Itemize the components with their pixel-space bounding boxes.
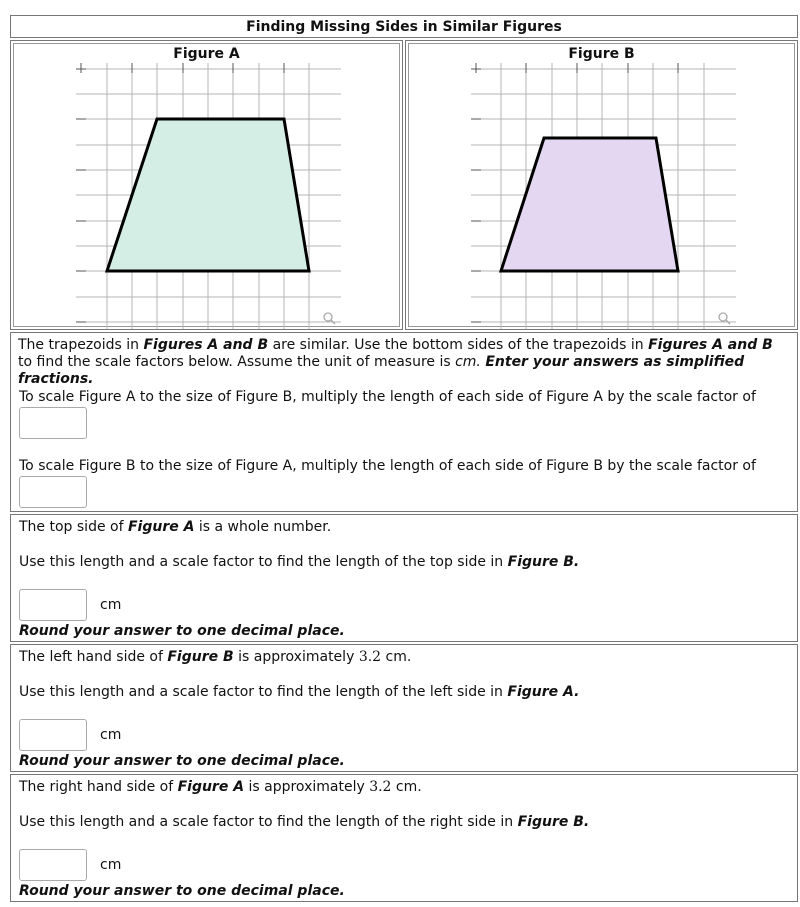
figure-a-panel bbox=[10, 40, 403, 330]
q5-line1: The right hand side of Figure A is approximately 3.2 cm. bbox=[19, 779, 422, 795]
q3-line1: The top side of Figure A is a whole number. bbox=[19, 519, 332, 535]
rounding-note: Round your answer to one decimal place. bbox=[19, 883, 345, 899]
unit-label: cm bbox=[100, 857, 122, 873]
left-side-input[interactable] bbox=[19, 719, 87, 751]
figure-b-graph bbox=[406, 41, 799, 331]
top-side-question bbox=[10, 514, 798, 642]
q5-line2: Use this length and a scale factor to find the length of the right side in Figure B. bbox=[19, 814, 590, 830]
left-side-question bbox=[10, 644, 798, 772]
zoom-icon[interactable] bbox=[718, 312, 730, 324]
q3-line2: Use this length and a scale factor to find the length of the top side in Figure B. bbox=[19, 554, 580, 570]
q4-line1: The left hand side of Figure B is approximately 3.2 cm. bbox=[19, 649, 412, 665]
figure-a-title: Figure A bbox=[173, 46, 240, 62]
unit-label: cm bbox=[100, 597, 122, 613]
top-side-input[interactable] bbox=[19, 589, 87, 621]
right-side-question bbox=[10, 774, 798, 902]
question-1-text: To scale Figure A to the size of Figure B, multiply the length of each side of Figure A by the scale factor of bbox=[19, 389, 756, 405]
q4-line2: Use this length and a scale factor to find the length of the left side in Figure A. bbox=[19, 684, 580, 700]
intro-text: The trapezoids in Figures A and B are similar. Use the bottom sides of the trapezoids in Figures A and B to find the scale factors below. Assume the unit of measure is cm. Enter your answers as simplified fractions. bbox=[18, 337, 773, 387]
zoom-icon[interactable] bbox=[323, 312, 335, 324]
question-2-text: To scale Figure B to the size of Figure A, multiply the length of each side of Figure B by the scale factor of bbox=[19, 458, 756, 474]
rounding-note: Round your answer to one decimal place. bbox=[19, 753, 345, 769]
figure-b-panel bbox=[405, 40, 798, 330]
figure-a-graph bbox=[11, 41, 404, 331]
figure-a-trapezoid bbox=[107, 119, 309, 271]
scale-factor-section bbox=[10, 332, 798, 512]
scale-factor-a-to-b-input[interactable] bbox=[19, 407, 87, 439]
scale-factor-b-to-a-input[interactable] bbox=[19, 476, 87, 508]
unit-label: cm bbox=[100, 727, 122, 743]
right-side-input[interactable] bbox=[19, 849, 87, 881]
figure-b-trapezoid bbox=[501, 138, 678, 271]
page-title: Finding Missing Sides in Similar Figures bbox=[10, 15, 798, 38]
rounding-note: Round your answer to one decimal place. bbox=[19, 623, 345, 639]
figure-b-title: Figure B bbox=[568, 46, 635, 62]
